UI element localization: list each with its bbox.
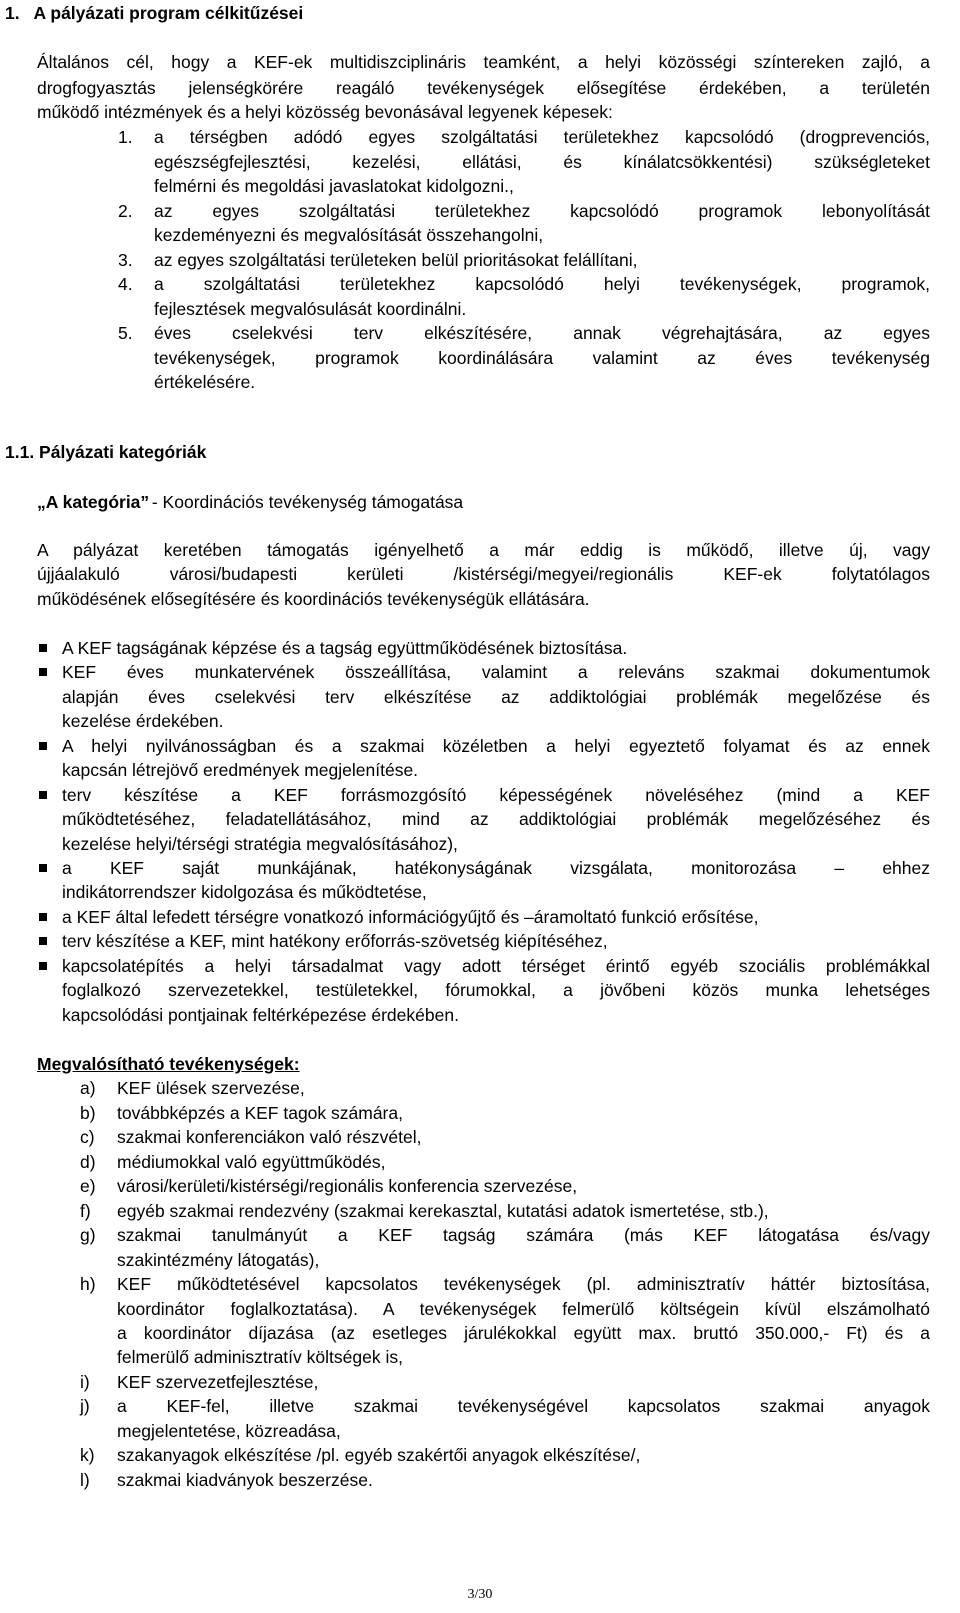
bullet-line: indikátorrendszer kidolgozása és működtetése, xyxy=(62,882,427,902)
activity-letter: e) xyxy=(80,1176,96,1196)
intro-line: Általános cél, hogy a KEF-ek multidiszciplináris teamként, a helyi közösségi színtereken zajló, a xyxy=(37,52,930,72)
activities-heading: Megvalósítható tevékenységek: xyxy=(37,1054,300,1074)
bullet-line: kapcsolódási pontjainak feltérképezése érdekében. xyxy=(62,1005,459,1025)
bullet-line: KEF éves munkatervének összeállítása, valamint a releváns szakmai dokumentumok xyxy=(62,662,930,682)
activity-letter: b) xyxy=(80,1103,96,1123)
goal-number: 3. xyxy=(118,250,133,270)
activity-letter: j) xyxy=(80,1396,90,1416)
goal-line: tevékenységek, programok koordinálására valamint az éves tevékenység xyxy=(154,348,930,368)
bullet-marker xyxy=(39,937,47,945)
goal-number: 5. xyxy=(118,323,133,343)
category-label: „A kategória” xyxy=(37,492,150,512)
activity-line: KEF ülések szervezése, xyxy=(117,1078,305,1098)
bullet-line: A KEF tagságának képzése és a tagság együttműködésének biztosítása. xyxy=(62,638,628,658)
bullet-line: kapcsolatépítés a helyi társadalmat vagy adott térséget érintő egyéb szociális problémákkal xyxy=(62,956,930,976)
goal-line: egészségfejlesztési, kezelési, ellátási, és kínálatcsökkentési) szükségleteket xyxy=(154,152,930,172)
bullet-line: A helyi nyilvánosságban és a szakmai közéletben a helyi egyeztető folyamat és az ennek xyxy=(62,736,930,756)
bullet-line: foglalkozó szervezetekkel, testületekkel, fórumokkal, a jövőbeni közös munka lehetséges xyxy=(62,980,930,1000)
activity-letter: a) xyxy=(80,1078,96,1098)
activity-letter: h) xyxy=(80,1274,96,1294)
activity-line: koordinátor foglalkoztatása). A tevékenységek felmerülő költségein kívül elszámolható xyxy=(117,1299,930,1319)
activity-line: városi/kerületi/kistérségi/regionális konferencia szervezése, xyxy=(117,1176,578,1196)
activity-line: KEF működtetésével kapcsolatos tevékenységek (pl. adminisztratív háttér biztosítása, xyxy=(117,1274,930,1294)
activity-line: a KEF-fel, illetve szakmai tevékenységével kapcsolatos szakmai anyagok xyxy=(117,1396,930,1416)
activity-line: továbbképzés a KEF tagok számára, xyxy=(117,1103,403,1123)
goal-line: az egyes szolgáltatási területeken belül prioritásokat felállítani, xyxy=(154,250,638,270)
activity-letter: k) xyxy=(80,1445,95,1465)
bullet-marker xyxy=(39,864,47,872)
description-line: A pályázat keretében támogatás igényelhető a már eddig is működő, illetve új, vagy xyxy=(37,540,930,560)
activity-line: szakintézmény látogatás), xyxy=(117,1250,320,1270)
bullet-marker xyxy=(39,668,47,676)
goal-line: értékelésére. xyxy=(154,372,256,392)
activity-letter: g) xyxy=(80,1225,96,1245)
bullet-marker xyxy=(39,913,47,921)
bullet-line: működtetéséhez, feladatellátásához, mind az addiktológiai problémák megelőzéséhez és xyxy=(62,809,930,829)
activity-line: szakmai kiadványok beszerzése. xyxy=(117,1470,373,1490)
bullet-marker xyxy=(39,742,47,750)
activity-line: a koordinátor díjazása (az esetleges járulékokkal együtt max. bruttó 350.000,- Ft) és a xyxy=(117,1323,930,1343)
bullet-line: kezelése érdekében. xyxy=(62,711,224,731)
bullet-line: a KEF által lefedett térségre vonatkozó információgyűjtő és –áramoltató funkció erősítése, xyxy=(62,907,759,927)
category-title: - Koordinációs tevékenység támogatása xyxy=(147,492,464,512)
goal-line: a szolgáltatási területekhez kapcsolódó helyi tevékenységek, programok, xyxy=(154,274,930,294)
activity-letter: f) xyxy=(80,1201,91,1221)
activity-letter: i) xyxy=(80,1372,90,1392)
activity-line: szakanyagok elkészítése /pl. egyéb szakértői anyagok elkészítése/, xyxy=(117,1445,641,1465)
activity-line: megjelentetése, közreadása, xyxy=(117,1421,341,1441)
subsection-heading: 1.1. Pályázati kategóriák xyxy=(5,442,207,462)
activity-line: felmerülő adminisztratív költségek is, xyxy=(117,1347,403,1367)
goal-line: fejlesztések megvalósulását koordinálni. xyxy=(154,299,467,319)
bullet-line: terv készítése a KEF, mint hatékony erőforrás-szövetség kiépítéséhez, xyxy=(62,931,608,951)
goal-number: 4. xyxy=(118,274,133,294)
goal-line: kezdeményezni és megvalósítását összehangolni, xyxy=(154,225,544,245)
activity-line: szakmai konferenciákon való részvétel, xyxy=(117,1127,422,1147)
bullet-marker xyxy=(39,791,47,799)
section-heading: 1. A pályázati program célkitűzései xyxy=(5,3,304,23)
goal-number: 2. xyxy=(118,201,133,221)
bullet-line: kezelése helyi/térségi stratégia megvalósításához), xyxy=(62,834,458,854)
activity-line: szakmai tanulmányút a KEF tagság számára (más KEF látogatása és/vagy xyxy=(117,1225,930,1245)
activity-letter: d) xyxy=(80,1152,96,1172)
activity-line: médiumokkal való együttműködés, xyxy=(117,1152,386,1172)
goal-line: a térségben adódó egyes szolgáltatási területekhez kapcsolódó (drogprevenciós, xyxy=(154,127,930,147)
description-line: újjáalakuló városi/budapesti kerületi /kistérségi/megyei/regionális KEF-ek folytatólagos xyxy=(37,564,930,584)
activity-letter: l) xyxy=(80,1470,90,1490)
activity-letter: c) xyxy=(80,1127,95,1147)
goal-number: 1. xyxy=(118,127,133,147)
bullet-marker xyxy=(39,644,47,652)
bullet-line: terv készítése a KEF forrásmozgósító képességének növeléséhez (mind a KEF xyxy=(62,785,930,805)
page-number: 3/30 xyxy=(467,1587,493,1602)
goal-line: az egyes szolgáltatási területekhez kapcsolódó programok lebonyolítását xyxy=(154,201,930,221)
description-line: működésének elősegítésére és koordinációs tevékenységük ellátására. xyxy=(37,589,590,609)
bullet-line: kapcsán létrejövő eredmények megjelenítése. xyxy=(62,760,419,780)
activity-line: KEF szervezetfejlesztése, xyxy=(117,1372,319,1392)
bullet-line: alapján éves cselekvési terv elkészítése az addiktológiai problémák megelőzése és xyxy=(62,687,930,707)
goal-line: felmérni és megoldási javaslatokat kidolgozni., xyxy=(154,176,514,196)
bullet-line: a KEF saját munkájának, hatékonyságának vizsgálata, monitorozása – ehhez xyxy=(62,858,930,878)
activity-line: egyéb szakmai rendezvény (szakmai kerekasztal, kutatási adatok ismertetése, stb.), xyxy=(117,1201,769,1221)
bullet-marker xyxy=(39,962,47,970)
goal-line: éves cselekvési terv elkészítésére, annak végrehajtására, az egyes xyxy=(154,323,930,343)
intro-line: működő intézmények és a helyi közösség bevonásával legyenek képesek: xyxy=(37,102,613,122)
intro-line: drogfogyasztás jelenségkörére reagáló tevékenységek elősegítése érdekében, a területén xyxy=(37,78,930,98)
